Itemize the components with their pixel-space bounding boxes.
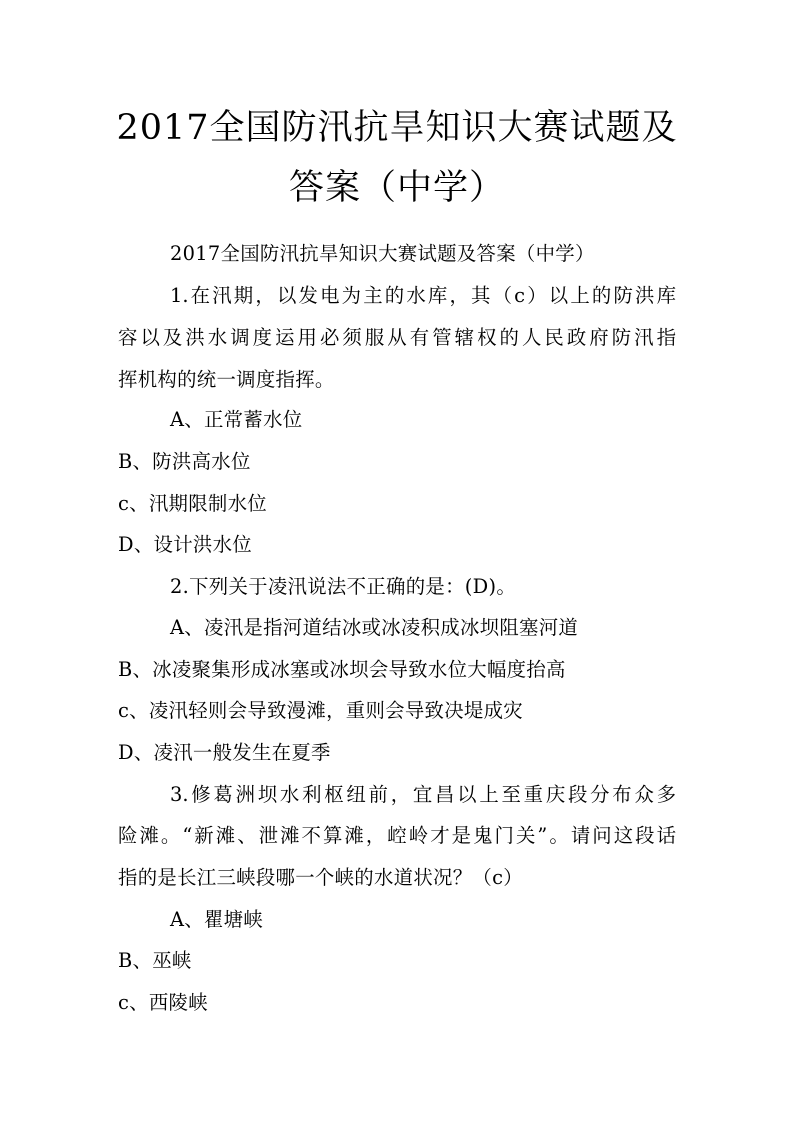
question-1-line-1: 1.在汛期，以发电为主的水库，其（c）以上的防洪库 bbox=[170, 284, 676, 307]
question-3-line-2: 险滩。“新滩、泄滩不算滩，崆岭才是鬼门关”。请问这段话 bbox=[118, 824, 676, 847]
question-2-line-1: 2.下列关于凌汛说法不正确的是：(D)。 bbox=[170, 575, 517, 598]
question-2-option-c: c、凌汛轻则会导致漫滩，重则会导致决堤成灾 bbox=[118, 699, 523, 722]
question-1-line-2: 容以及洪水调度运用必须服从有管辖权的人民政府防汛指 bbox=[118, 326, 676, 349]
question-3-option-b: B、巫峡 bbox=[118, 949, 192, 972]
document-title-line-2: 答案（中学） bbox=[288, 168, 505, 208]
question-2-option-b: B、冰凌聚集形成冰塞或冰坝会导致水位大幅度抬高 bbox=[118, 658, 566, 681]
question-1-option-b: B、防洪高水位 bbox=[118, 450, 251, 473]
question-2-option-d: D、凌汛一般发生在夏季 bbox=[118, 741, 331, 764]
question-3-line-1: 3.修葛洲坝水利枢纽前，宜昌以上至重庆段分布众多 bbox=[170, 783, 676, 806]
question-1-line-3: 挥机构的统一调度指挥。 bbox=[118, 368, 335, 391]
question-3-option-c: c、西陵峡 bbox=[118, 991, 208, 1014]
subtitle-line: 2017全国防汛抗旱知识大赛试题及答案（中学） bbox=[170, 242, 595, 265]
question-1-option-c: c、汛期限制水位 bbox=[118, 492, 267, 515]
document-title-line-1: 2017全国防汛抗旱知识大赛试题及 bbox=[116, 108, 678, 148]
question-3-option-a: A、瞿塘峡 bbox=[170, 908, 264, 931]
question-1-option-d: D、设计洪水位 bbox=[118, 533, 252, 556]
question-3-line-3: 指的是长江三峡段哪一个峡的水道状况？（c） bbox=[118, 866, 523, 889]
question-2-option-a: A、凌汛是指河道结冰或冰凌积成冰坝阻塞河道 bbox=[170, 616, 579, 639]
question-1-option-a: A、正常蓄水位 bbox=[170, 408, 303, 431]
